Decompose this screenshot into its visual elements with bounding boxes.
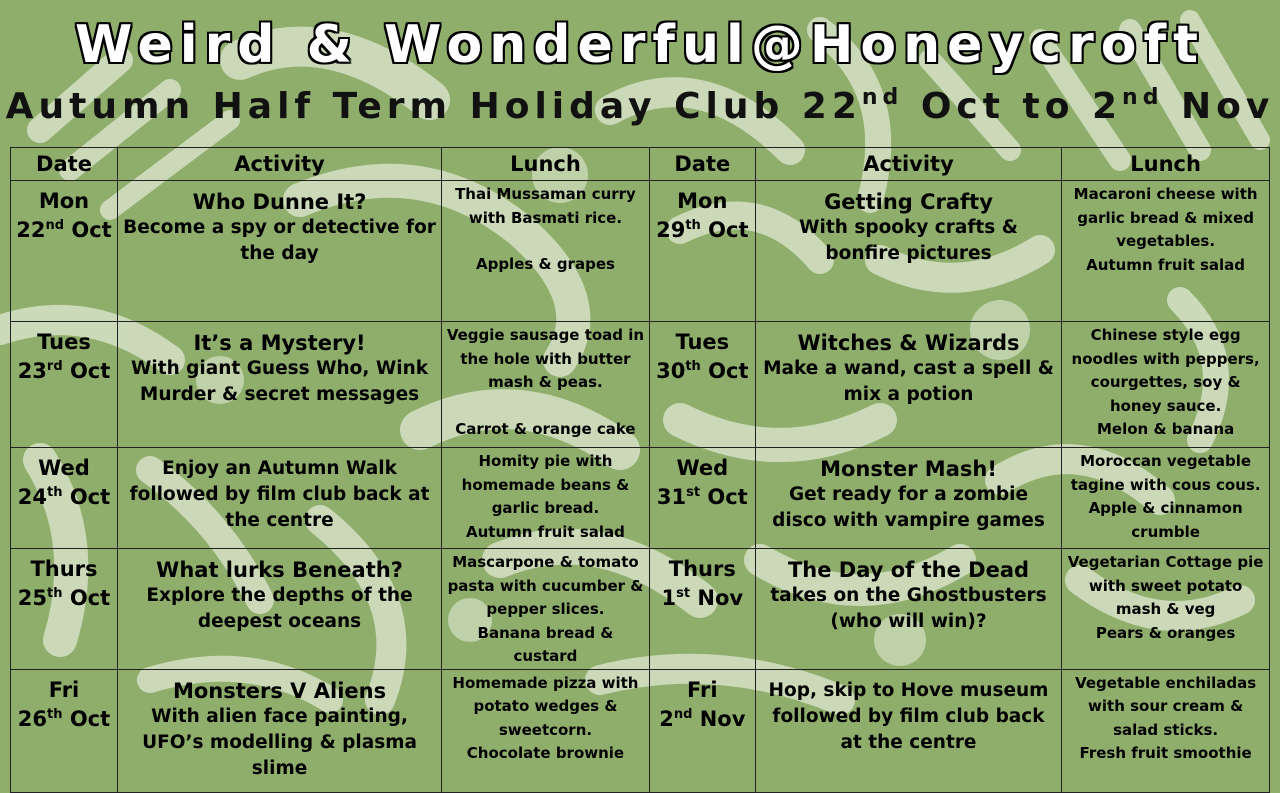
lunch-extra: Carrot & orange cake: [455, 419, 636, 438]
lunch-main: Veggie sausage toad in the hole with butter mash & peas.: [446, 326, 645, 391]
schedule-table: [10, 147, 1270, 793]
day-number: 2: [659, 706, 674, 731]
day-name: Mon: [38, 189, 90, 213]
table-row: [11, 322, 1270, 448]
activity-cell: [117, 669, 441, 792]
day-suffix: nd: [45, 218, 65, 233]
lunch-main: Moroccan vegetable tagine with cous cous.: [1070, 452, 1261, 494]
lunch-main: Chinese style egg noodles with peppers, courgettes, soy & honey sauce.: [1071, 326, 1260, 415]
column-header-lunch-2: Lunch: [1062, 148, 1270, 181]
date-cell: [649, 181, 755, 322]
month: Oct: [700, 359, 749, 383]
month: Oct: [62, 706, 111, 731]
day-suffix: th: [47, 586, 63, 601]
date-cell: [649, 448, 755, 549]
table-row: [11, 669, 1270, 792]
day-name: Fri: [48, 677, 80, 702]
activity-cell: [117, 448, 441, 549]
lunch-main: Vegetable enchiladas with sour cream & salad sticks.: [1075, 673, 1257, 739]
lunch-cell: [442, 181, 650, 322]
subtitle-suffix-2: nd: [1122, 85, 1164, 110]
activity-description: Hop, skip to Hove museum followed by film club back at the centre: [768, 679, 1049, 753]
lunch-cell: [1062, 322, 1270, 448]
activity-cell: [755, 549, 1061, 670]
activity-title: What lurks Beneath?: [156, 558, 403, 582]
page-subtitle: [0, 84, 1280, 130]
lunch-extra: Apples & grapes: [475, 255, 615, 273]
day-number: 31: [656, 485, 687, 509]
lunch-main: Macaroni cheese with garlic bread & mixed vegetables.: [1073, 185, 1258, 250]
lunch-main: Thai Mussaman curry with Basmati rice.: [455, 185, 636, 227]
lunch-extra: Banana bread & custard: [477, 623, 614, 665]
day-suffix: rd: [46, 359, 63, 374]
date-cell: [11, 448, 118, 549]
activity-description: Explore the depths of the deepest oceans: [146, 585, 413, 632]
day-suffix: st: [676, 586, 691, 601]
day-name: Wed: [38, 456, 90, 480]
page-title: Weird & Wonderful@Honeycroft: [75, 15, 1205, 75]
day-name: Tues: [675, 330, 730, 354]
day-name: Thurs: [668, 557, 736, 581]
date-cell: [649, 549, 755, 670]
day-suffix: th: [47, 485, 63, 500]
table-header-row: [11, 148, 1270, 181]
activity-description: Get ready for a zombie disco with vampire games: [772, 484, 1045, 531]
activity-cell: [117, 322, 441, 448]
day-name: Mon: [677, 189, 728, 213]
month: Oct: [62, 359, 111, 383]
lunch-extra: Pears & oranges: [1095, 623, 1236, 642]
table-row: [11, 549, 1270, 670]
day-number: 30: [656, 359, 686, 383]
day-suffix: th: [685, 218, 701, 233]
activity-description: Enjoy an Autumn Walk followed by film club back at the centre: [129, 458, 430, 531]
subtitle-suffix-1: nd: [861, 85, 904, 110]
activity-description: Make a wand, cast a spell & mix a potion: [763, 358, 1054, 405]
activity-cell: [755, 448, 1061, 549]
activity-title: Getting Crafty: [824, 190, 993, 214]
subtitle-main: Autumn Half Term Holiday Club 22: [5, 86, 862, 127]
date-cell: [11, 181, 118, 322]
day-suffix: nd: [673, 706, 693, 722]
activity-description: With alien face painting, UFO’s modelling & plasma slime: [142, 705, 417, 779]
subtitle-end: Nov: [1163, 86, 1275, 127]
day-number: 23: [17, 359, 47, 383]
day-name: Tues: [37, 330, 91, 354]
column-header-lunch: Lunch: [442, 148, 650, 181]
day-number: 26: [17, 706, 48, 731]
date-cell: [11, 322, 118, 448]
day-name: Thurs: [30, 557, 98, 581]
activity-cell: [755, 669, 1061, 792]
lunch-cell: [442, 549, 650, 670]
lunch-extra: Melon & banana: [1097, 420, 1235, 438]
date-cell: [11, 549, 118, 670]
lunch-cell: [1062, 181, 1270, 322]
activity-cell: [117, 181, 441, 322]
day-number: 25: [17, 586, 48, 610]
lunch-cell: [442, 322, 650, 448]
date-cell: [11, 669, 118, 792]
activity-cell: [755, 322, 1061, 448]
column-header-activity: Activity: [117, 148, 441, 181]
activity-description: takes on the Ghostbusters (who will win)?: [770, 585, 1047, 632]
activity-title: Monsters V Aliens: [172, 678, 387, 703]
lunch-main: Vegetarian Cottage pie with sweet potato mash & veg: [1067, 553, 1264, 618]
lunch-cell: [1062, 669, 1270, 792]
lunch-cell: [1062, 448, 1270, 549]
activity-description: With giant Guess Who, Wink Murder & secret messages: [130, 358, 429, 405]
lunch-extra: Autumn fruit salad: [1086, 255, 1246, 274]
activity-title: It’s a Mystery!: [193, 331, 366, 355]
lunch-main: Homemade pizza with potato wedges & sweetcorn.: [452, 673, 639, 739]
activity-title: Monster Mash!: [820, 457, 997, 481]
activity-title: The Day of the Dead: [787, 558, 1030, 582]
column-header-date-2: Date: [649, 148, 755, 181]
lunch-extra: Autumn fruit salad: [466, 522, 625, 541]
day-suffix: st: [686, 485, 701, 500]
day-suffix: th: [685, 359, 701, 374]
day-suffix: th: [47, 706, 63, 722]
column-header-date: Date: [11, 148, 118, 181]
lunch-main: Homity pie with homemade beans & garlic bread.: [461, 452, 630, 517]
activity-cell: [117, 549, 441, 670]
activity-cell: [755, 181, 1061, 322]
date-cell: [649, 669, 755, 792]
day-number: 1: [661, 586, 677, 610]
lunch-main: Mascarpone & tomato pasta with cucumber & pepper slices.: [447, 553, 644, 618]
activity-title: Witches & Wizards: [797, 331, 1020, 355]
activity-description: With spooky crafts & bonfire pictures: [799, 217, 1018, 264]
lunch-extra: Chocolate brownie: [466, 744, 625, 762]
day-number: 22: [16, 218, 46, 242]
subtitle-mid: Oct to 2: [903, 86, 1123, 127]
month: Oct: [62, 586, 111, 610]
month: Oct: [700, 218, 749, 242]
month: Nov: [692, 706, 746, 731]
column-header-activity-2: Activity: [755, 148, 1061, 181]
activity-title: Who Dunne It?: [192, 190, 367, 214]
day-number: 24: [17, 485, 48, 509]
day-number: 29: [656, 218, 686, 242]
lunch-extra: Apple & cinnamon crumble: [1088, 499, 1243, 541]
activity-description: Become a spy or detective for the day: [123, 217, 436, 264]
month: Nov: [690, 586, 744, 610]
lunch-cell: [1062, 549, 1270, 670]
month: Oct: [700, 485, 748, 509]
day-name: Fri: [687, 677, 718, 702]
table-row: [11, 448, 1270, 549]
month: Oct: [64, 218, 112, 242]
lunch-extra: Fresh fruit smoothie: [1079, 744, 1252, 762]
day-name: Wed: [676, 456, 729, 480]
lunch-cell: [442, 448, 650, 549]
month: Oct: [62, 485, 111, 509]
table-row: [11, 181, 1270, 322]
lunch-cell: [442, 669, 650, 792]
date-cell: [649, 322, 755, 448]
